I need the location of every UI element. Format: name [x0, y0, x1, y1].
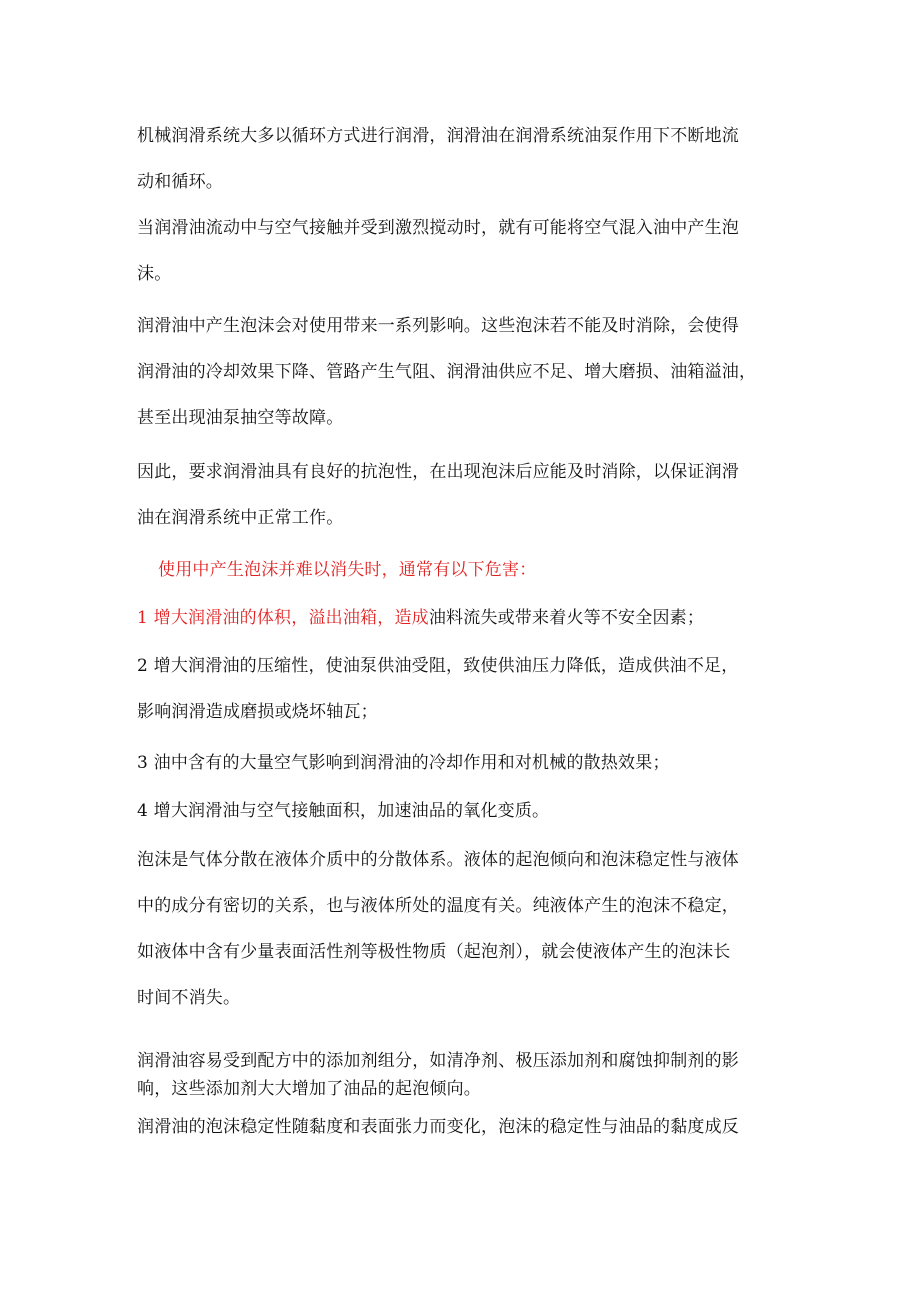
text-line: 因此，要求润滑油具有良好的抗泡性，在出现泡沫后应能及时消除，以保证润滑 [137, 462, 739, 482]
text-line: 机械润滑系统大多以循环方式进行润滑，润滑油在润滑系统油泵作用下不断地流 [137, 126, 739, 146]
hazards-heading [158, 558, 818, 582]
item-number: 4 [137, 801, 149, 821]
item-number: 3 [137, 753, 149, 773]
text-line: 润滑油容易受到配方中的添加剂组分，如清净剂、极压添加剂和腐蚀抑制剂的影 [137, 1051, 739, 1071]
item-text: 增大润滑油与空气接触面积，加速油品的氧化变质。 [153, 801, 550, 821]
text-line: 润滑油的冷却效果下降、管路产生气阻、润滑油供应不足、增大磨损、油箱溢油， [137, 362, 757, 382]
paragraph-circulation [137, 124, 797, 194]
hazard-item-4 [137, 799, 797, 823]
hazard-item-2 [137, 654, 797, 724]
text-line: 润滑油的泡沫稳定性随黏度和表面张力而变化，泡沫的稳定性与油品的黏度成反 [137, 1117, 739, 1137]
item-text: 油料流失或带来着火等不安全因素； [428, 608, 705, 628]
hazard-item-3 [137, 751, 797, 775]
paragraph-antifoam-requirement [137, 460, 797, 530]
paragraph-foam-definition [137, 848, 797, 1010]
text-line: 时间不消失。 [137, 988, 241, 1008]
paragraph-foam-effects [137, 314, 797, 430]
text-line: 泡沫是气体分散在液体介质中的分散体系。液体的起泡倾向和泡沫稳定性与液体 [137, 850, 739, 870]
paragraph-additives [137, 1049, 797, 1101]
text-line: 当润滑油流动中与空气接触并受到激烈搅动时，就有可能将空气混入油中产生泡 [137, 218, 739, 238]
text-line: 沫。 [137, 264, 172, 284]
text-line: 影响润滑造成磨损或烧坏轴瓦； [137, 702, 378, 722]
text-line: 中的成分有密切的关系，也与液体所处的温度有关。纯液体产生的泡沫不稳定， [137, 896, 739, 916]
text-line: 使用中产生泡沫并难以消失时，通常有以下危害： [158, 560, 537, 580]
paragraph-foam-origin [137, 216, 797, 286]
hazard-item-1 [137, 606, 797, 630]
text-line: 响，这些添加剂大大增加了油品的起泡倾向。 [137, 1079, 481, 1099]
text-line: 动和循环。 [137, 172, 223, 192]
text-line: 油在润滑系统中正常工作。 [137, 508, 344, 528]
text-line: 润滑油中产生泡沫会对使用带来一系列影响。这些泡沫若不能及时消除，会使得 [137, 316, 739, 336]
item-text: 增大润滑油的压缩性，使油泵供油受阻，致使供油压力降低，造成供油不足， [153, 656, 739, 676]
text-line: 如液体中含有少量表面活性剂等极性物质（起泡剂），就会使液体产生的泡沫长 [137, 942, 731, 962]
text-line: 甚至出现油泵抽空等故障。 [137, 408, 344, 428]
highlighted-text: 增大润滑油的体积，溢出油箱，造成 [153, 608, 429, 628]
paragraph-viscosity [137, 1115, 797, 1139]
item-number: 1 [137, 608, 149, 628]
item-number: 2 [137, 656, 149, 676]
item-text: 油中含有的大量空气影响到润滑油的冷却作用和对机械的散热效果； [153, 753, 670, 773]
